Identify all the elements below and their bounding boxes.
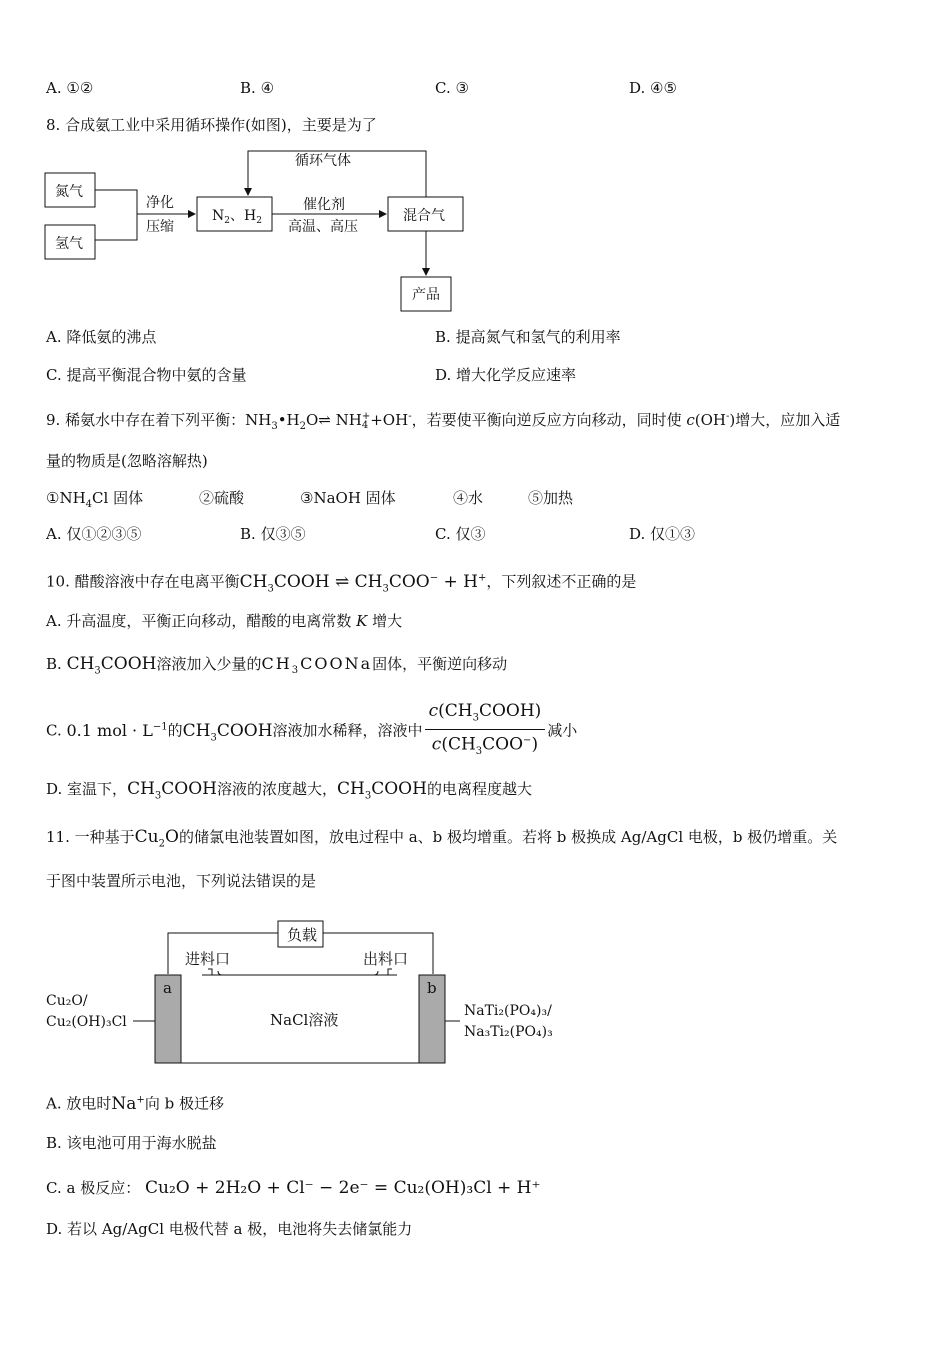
reactants-label: $N_2$、$H_2$ <box>212 208 262 226</box>
q8-option-c[interactable]: C. 提高平衡混合物中氨的含量 <box>46 366 247 384</box>
q9-choice-5: ⑤加热 <box>528 489 574 507</box>
q11-stem-line2: 于图中装置所示电池，下列说法错误的是 <box>46 872 317 890</box>
q7-option-b[interactable]: B. ④ <box>240 79 275 97</box>
hydrogen-label: 氢气 <box>55 236 83 252</box>
left-material-2: Cu₂(OH)₃Cl <box>46 1014 127 1030</box>
q11-battery-diagram <box>40 915 570 1079</box>
electrode-a-label: a <box>163 979 172 997</box>
compress-label: 压缩 <box>146 219 174 235</box>
q9-option-d[interactable]: D. 仅①③ <box>629 525 696 543</box>
catalyst-label: 催化剂 <box>303 197 345 213</box>
q8-option-b[interactable]: B. 提高氮气和氢气的利用率 <box>435 328 621 346</box>
solution-label: NaCl溶液 <box>270 1011 339 1029</box>
q11-option-a[interactable]: A. 放电时Na+向 b 极迁移 <box>46 1093 224 1114</box>
nitrogen-label: 氮气 <box>55 184 83 200</box>
inlet-label: 进料口 <box>185 950 231 968</box>
q11-stem: 11. 一种基于$Cu_2O$的储氯电池装置如图，放电过程中 a、b 极均增重。若将 b 极换成 Ag/AgCl 电极，b 极仍增重。关 <box>46 827 838 850</box>
concentration-ratio: $\frac{c(CH_3COOH)}{c(CH_3COO^-)}$ <box>425 700 546 763</box>
q9-choice-4: ④水 <box>453 489 484 507</box>
q11-option-b[interactable]: B. 该电池可用于海水脱盐 <box>46 1134 217 1152</box>
load-label: 负载 <box>287 926 318 944</box>
q10-option-d[interactable]: D. 室温下，$CH_3COOH$溶液的浓度越大，$CH_3COOH$的电离程度越大 <box>46 779 532 802</box>
q7-option-c[interactable]: C. ③ <box>435 79 469 97</box>
q8-ammonia-flow-diagram <box>40 145 480 321</box>
q10-option-b[interactable]: B. $CH_3COOH$溶液加入少量的$CH_3COONa$固体，平衡逆向移动 <box>46 654 508 677</box>
q8-option-d[interactable]: D. 增大化学反应速率 <box>435 366 577 384</box>
electrode-b-label: b <box>427 979 437 997</box>
q9-choice-2: ②硫酸 <box>199 489 245 507</box>
q11-option-d[interactable]: D. 若以 Ag/AgCl 电极代替 a 极，电池将失去储氯能力 <box>46 1220 413 1238</box>
right-material-2: Na₃Ti₂(PO₄)₃ <box>464 1024 553 1040</box>
q10-option-a[interactable]: A. 升高温度，平衡正向移动，醋酸的电离常数 K 增大 <box>46 612 403 630</box>
right-material-1: NaTi₂(PO₄)₃/ <box>464 1003 552 1019</box>
q7-option-d[interactable]: D. ④⑤ <box>629 79 677 97</box>
outlet-label: 出料口 <box>363 950 409 968</box>
q9-option-a[interactable]: A. 仅①②③⑤ <box>46 525 142 543</box>
product-label: 产品 <box>412 287 440 303</box>
q11-option-c[interactable]: C. a 极反应： Cu₂O + 2H₂O + Cl⁻ − 2e⁻ = Cu₂(OH)₃Cl + H⁺ <box>46 1178 541 1198</box>
q10-stem: 10. 醋酸溶液中存在电离平衡$CH_3COOH$ ⇌ $CH_3COO^- + H^+$，下列叙述不正确的是 <box>46 571 637 595</box>
q9-option-c[interactable]: C. 仅③ <box>435 525 486 543</box>
conditions-label: 高温、高压 <box>288 219 358 235</box>
q9-stem-line2: 量的物质是(忽略溶解热) <box>46 452 208 470</box>
recycle-label: 循环气体 <box>295 153 351 169</box>
q9-choice-1: $①NH_4Cl$ 固体 <box>46 489 144 510</box>
q9-choice-3: ③NaOH 固体 <box>300 489 396 507</box>
q8-stem: 8. 合成氨工业中采用循环操作(如图)，主要是为了 <box>46 116 377 134</box>
q10-option-c[interactable]: C. 0.1 mol · $L^{-1}$的$CH_3COOH$溶液加水稀释，溶液中 $\frac{c(CH_3COOH)}{c(CH_3COO^-)}$ 减小 <box>46 700 577 754</box>
q9-stem: 9. 稀氨水中存在着下列平衡：$NH_3•H_2O\rightleftharpoons$ NH + 4 +OH-，若要使平衡向逆反应方向移动，同时使 c(OH-)增大，应加入适 <box>46 411 841 432</box>
q9-option-b[interactable]: B. 仅③⑤ <box>240 525 306 543</box>
purify-label: 净化 <box>146 195 174 211</box>
q8-option-a[interactable]: A. 降低氨的沸点 <box>46 328 157 346</box>
mixture-label: 混合气 <box>403 208 445 224</box>
left-material-1: Cu₂O/ <box>46 993 88 1009</box>
q7-option-a[interactable]: A. ①② <box>46 79 94 97</box>
